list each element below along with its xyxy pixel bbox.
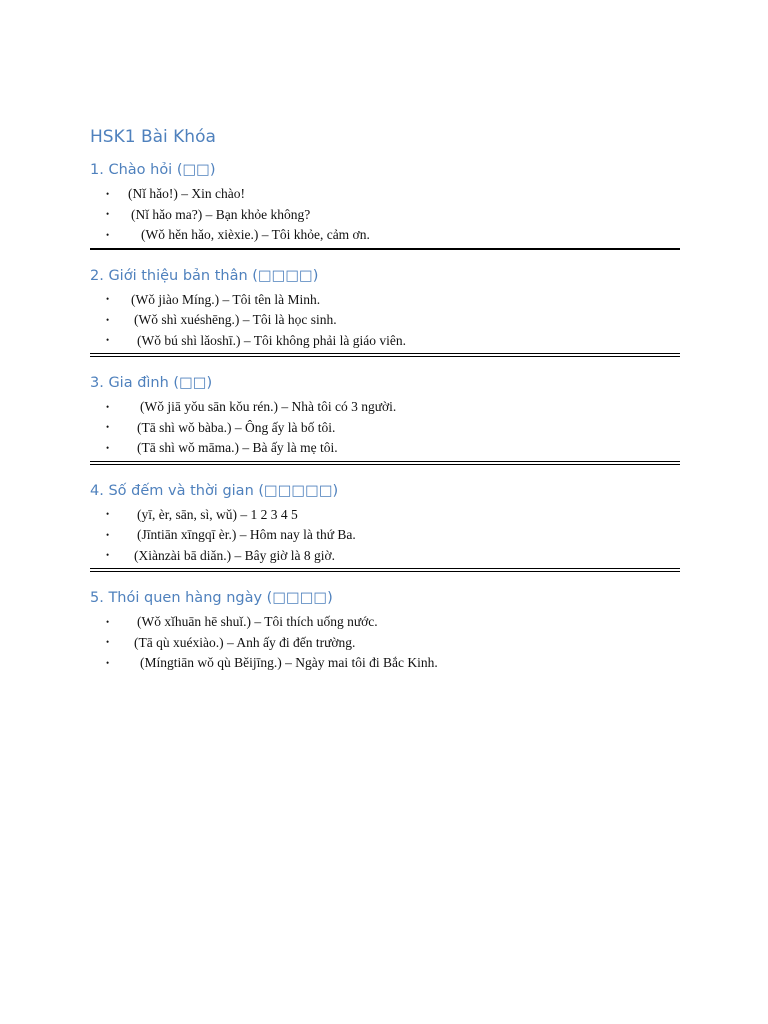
- list-item: [90, 525, 680, 546]
- bullet-icon: •: [106, 509, 110, 520]
- list-item-text: (Nǐ hǎo!) – Xin chào!: [128, 186, 245, 201]
- list-item-text: (Tā qù xuéxiào.) – Anh ấy đi đến trường.: [134, 634, 356, 650]
- list-item-text: (Jīntiān xīngqī èr.) – Hôm nay là thứ Ba.: [137, 527, 356, 542]
- section-heading: 3. Gia đình (□□): [90, 375, 213, 391]
- document-title: HSK1 Bài Khóa: [90, 127, 216, 147]
- list-item-text: (Nǐ hǎo ma?) – Bạn khỏe không?: [131, 206, 311, 222]
- list-item-text: (Wǒ xǐhuān hē shuǐ.) – Tôi thích uống nước.: [137, 614, 378, 629]
- list-item: [90, 505, 680, 526]
- bullet-icon: •: [106, 550, 110, 561]
- list-item: [90, 225, 680, 246]
- document-page: [90, 126, 680, 674]
- bullet-icon: •: [106, 188, 110, 199]
- list-item-text: (Wǒ jiā yǒu sān kǒu rén.) – Nhà tôi có 3 người.: [140, 399, 397, 414]
- list-item: [90, 310, 680, 331]
- section-gap: [90, 572, 680, 588]
- section-heading: 1. Chào hỏi (□□): [90, 162, 216, 178]
- list-item-text: (Xiànzài bā diǎn.) – Bây giờ là 8 giờ.: [134, 547, 335, 563]
- list-item: [90, 205, 680, 226]
- bullet-icon: •: [106, 422, 110, 433]
- bullet-list: [90, 290, 680, 352]
- bullet-icon: •: [106, 657, 110, 668]
- section-heading: 5. Thói quen hàng ngày (□□□□): [90, 590, 333, 606]
- bullet-icon: •: [106, 209, 110, 220]
- bullet-icon: •: [106, 529, 110, 540]
- list-item: [90, 653, 680, 674]
- section-1: [90, 160, 680, 266]
- section-gap: [90, 465, 680, 481]
- list-item-text: (Wǒ shì xuéshēng.) – Tôi là học sinh.: [134, 312, 337, 327]
- bullet-icon: •: [106, 314, 110, 325]
- section-3: [90, 373, 680, 481]
- bullet-icon: •: [106, 229, 110, 240]
- bullet-icon: •: [106, 401, 110, 412]
- bullet-icon: •: [106, 616, 110, 627]
- bullet-list: [90, 184, 680, 246]
- bullet-icon: •: [106, 637, 110, 648]
- list-item-text: (yī, èr, sān, sì, wǔ) – 1 2 3 4 5: [137, 506, 298, 522]
- bullet-list: [90, 397, 680, 459]
- list-item: [90, 418, 680, 439]
- section-heading: 4. Số đếm và thời gian (□□□□□): [90, 482, 339, 499]
- list-item-text: (Tā shì wǒ māma.) – Bà ấy là mẹ tôi.: [137, 440, 338, 455]
- list-item: [90, 184, 680, 205]
- list-item: [90, 612, 680, 633]
- list-item: [90, 633, 680, 654]
- section-5: [90, 588, 680, 674]
- bullet-list: [90, 612, 680, 674]
- list-item-text: (Míngtiān wǒ qù Běijīng.) – Ngày mai tôi đi Bắc Kinh.: [140, 655, 438, 670]
- list-item: [90, 438, 680, 459]
- sections-container: [90, 160, 680, 674]
- section-2: [90, 266, 680, 374]
- list-item-text: (Wǒ hěn hǎo, xièxie.) – Tôi khỏe, cảm ơn.: [141, 227, 370, 242]
- bullet-icon: •: [106, 442, 110, 453]
- list-item-text: (Wǒ bú shì lǎoshī.) – Tôi không phải là giáo viên.: [137, 332, 406, 348]
- bullet-icon: •: [106, 294, 110, 305]
- list-item-text: (Tā shì wǒ bàba.) – Ông ấy là bố tôi.: [137, 419, 336, 435]
- list-item: [90, 397, 680, 418]
- list-item: [90, 290, 680, 311]
- list-item: [90, 546, 680, 567]
- section-4: [90, 481, 680, 589]
- section-gap: [90, 357, 680, 373]
- section-heading: 2. Giới thiệu bản thân (□□□□): [90, 267, 319, 284]
- bullet-list: [90, 505, 680, 567]
- section-gap: [90, 250, 680, 266]
- list-item: [90, 331, 680, 352]
- bullet-icon: •: [106, 335, 110, 346]
- list-item-text: (Wǒ jiào Míng.) – Tôi tên là Minh.: [131, 291, 321, 307]
